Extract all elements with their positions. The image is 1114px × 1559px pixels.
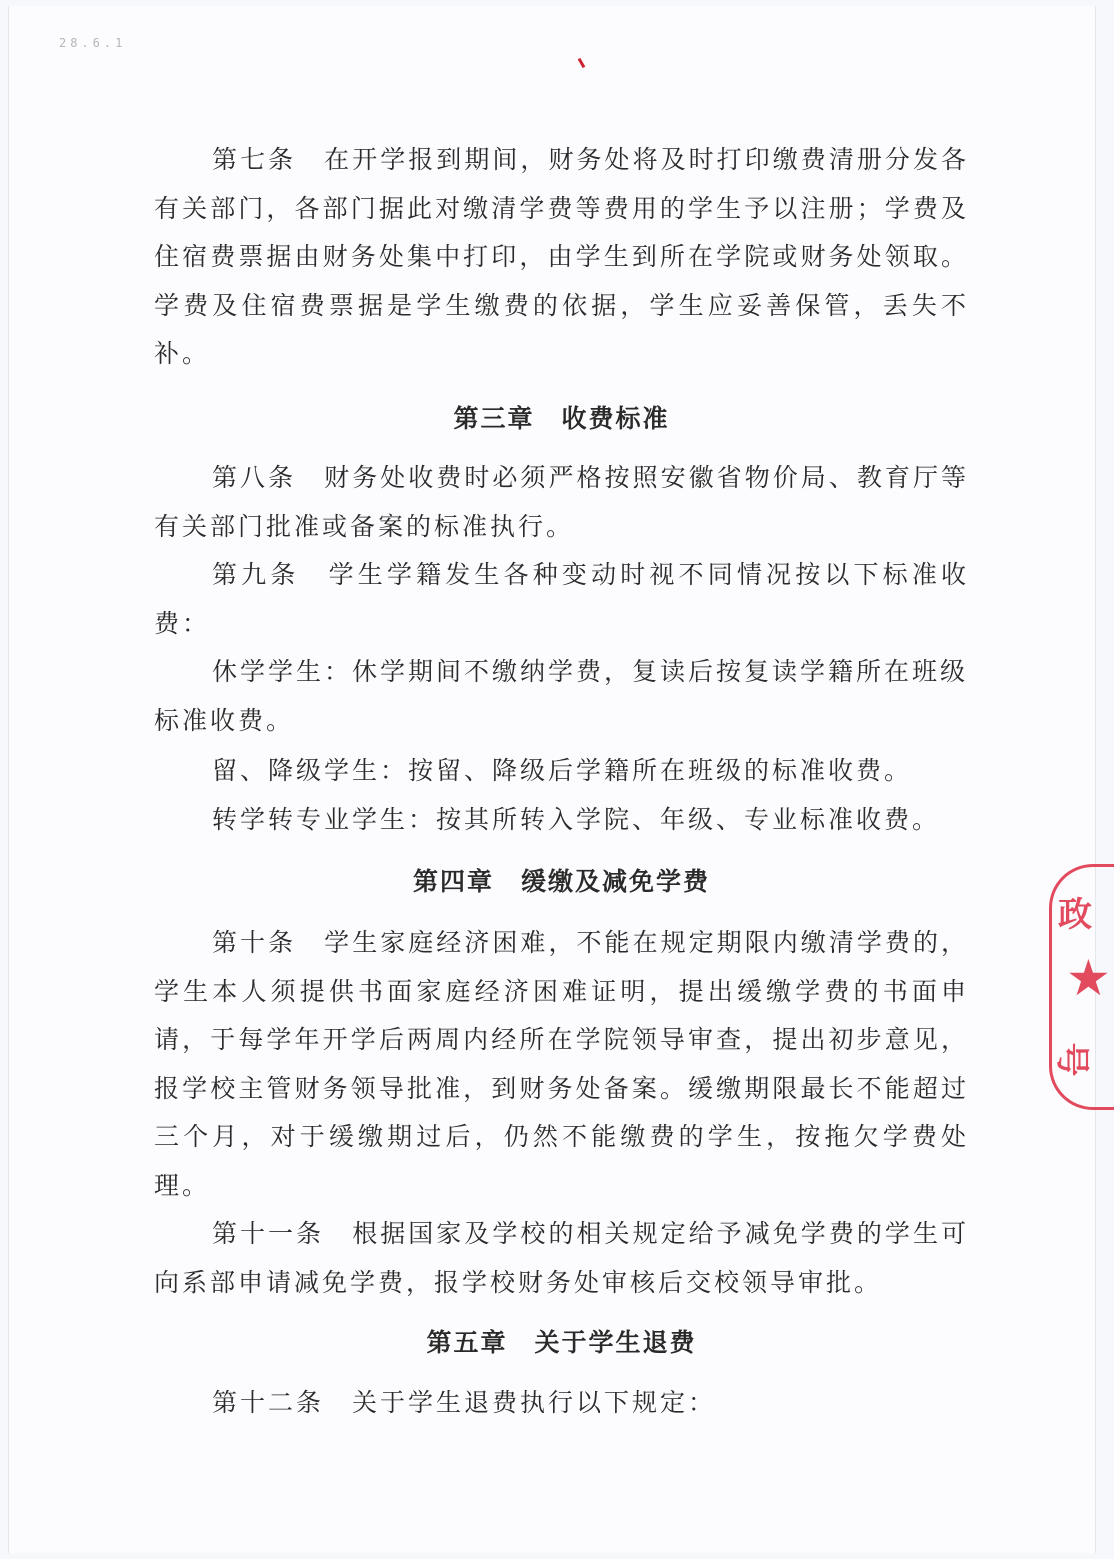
- seal-star-icon: ★: [1066, 949, 1111, 1007]
- article-12: 第十二条 关于学生退费执行以下规定：: [212, 1388, 717, 1417]
- item-suspension: 休学学生：休学期间不缴纳学费，复读后按复读学籍所在班级标准收费。: [154, 657, 969, 735]
- article-8: 第八条 财务处收费时必须严格按照安徽省物价局、教育厅等有关部门批准或备案的标准执行。: [154, 463, 969, 541]
- red-ink-mark: [578, 58, 586, 68]
- chapter-5-heading: 第五章 关于学生退费: [426, 1328, 697, 1357]
- article-7: 第七条 在开学报到期间，财务处将及时打印缴费清册分发各有关部门，各部门据此对缴清学费等费用的学生予以注册；学费及住宿费票据由财务处集中打印，由学生到所在学院或财务处领取。学费及住宿费票据是学生缴费的依据，学生应妥善保管，丢失不补。: [154, 145, 969, 368]
- seal-char-top: 政: [1058, 895, 1092, 935]
- page-corner-mark: 28.6.1: [59, 36, 127, 50]
- document-page: [8, 6, 1111, 1553]
- article-11: 第十一条 根据国家及学校的相关规定给予减免学费的学生可向系部申请减免学费，报学校财务处审核后交校领导审批。: [154, 1219, 969, 1297]
- official-seal-stamp: [1049, 864, 1114, 1110]
- item-repeat-grade: 留、降级学生：按留、降级后学籍所在班级的标准收费。: [212, 756, 913, 785]
- chapter-3-heading: 第三章 收费标准: [453, 404, 670, 433]
- item-transfer: 转学转专业学生：按其所转入学院、年级、专业标准收费。: [212, 805, 941, 834]
- article-10: 第十条 学生家庭经济困难，不能在规定期限内缴清学费的，学生本人须提供书面家庭经济困难证明，提出缓缴学费的书面申请，于每学年开学后两周内经所在学院领导审查，提出初步意见，报学校主管财务领导批准，到财务处备案。缓缴期限最长不能超过三个月，对于缓缴期过后，仍然不能缴费的学生，按拖欠学费处理。: [154, 928, 969, 1200]
- seal-char-bottom: 号: [1051, 1042, 1092, 1077]
- article-9: 第九条 学生学籍发生各种变动时视不同情况按以下标准收费：: [154, 560, 969, 638]
- chapter-4-heading: 第四章 缓缴及减免学费: [412, 867, 710, 896]
